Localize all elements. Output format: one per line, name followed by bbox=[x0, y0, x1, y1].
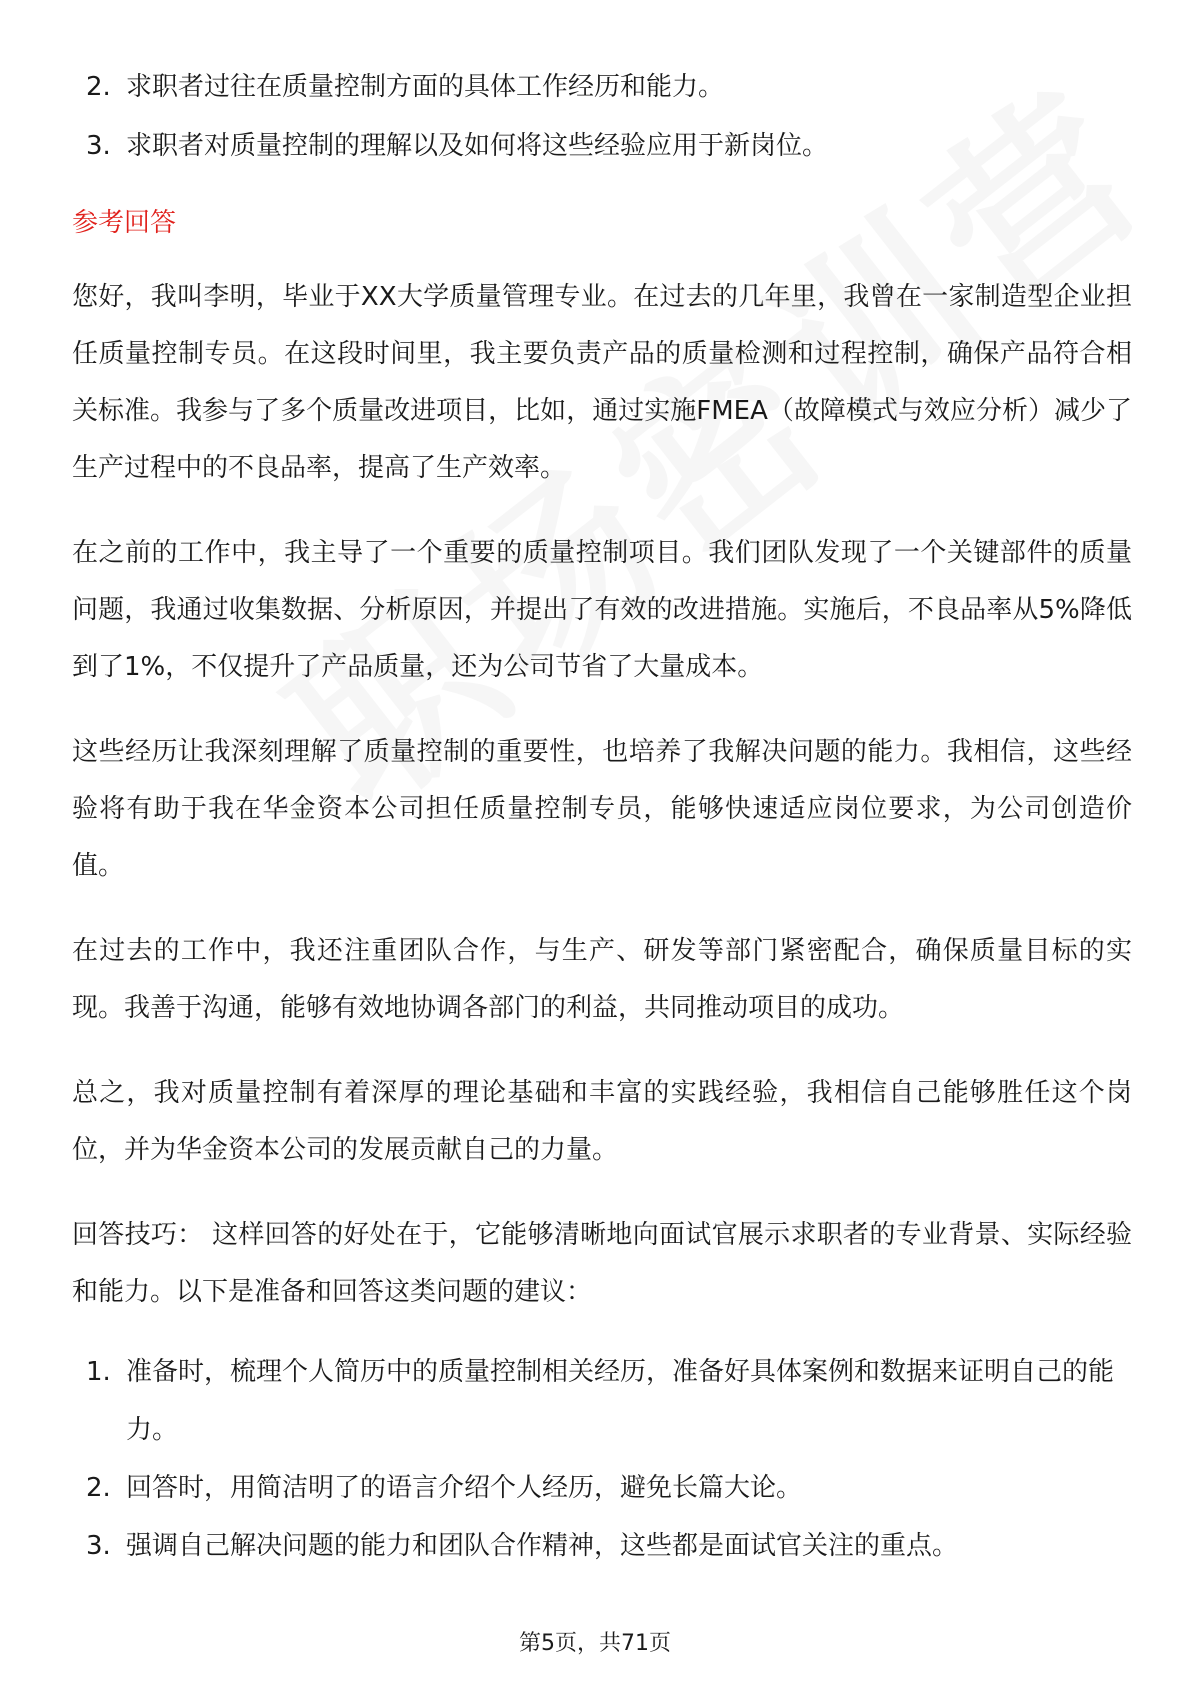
tips-list bbox=[72, 1343, 1132, 1575]
paragraph: 您好，我叫李明，毕业于XX大学质量管理专业。在过去的几年里，我曾在一家制造型企业担任质量控制专员。在这段时间里，我主要负责产品的质量检测和过程控制，确保产品符合相关标准。我参与了多个质量改进项目，比如，通过实施FMEA（故障模式与效应分析）减少了生产过程中的不良品率，提高了生产效率。 bbox=[72, 282, 1132, 483]
paragraph: 这些经历让我深刻理解了质量控制的重要性，也培养了我解决问题的能力。我相信，这些经验将有助于我在华金资本公司担任质量控制专员，能够快速适应岗位要求，为公司创造价值。 bbox=[72, 737, 1132, 881]
intro-list bbox=[72, 58, 1132, 176]
list-item-text: 强调自己解决问题的能力和团队合作精神，这些都是面试官关注的重点。 bbox=[126, 1531, 959, 1561]
list-item bbox=[72, 58, 1132, 117]
list-number: 1. bbox=[86, 1357, 111, 1387]
answer-tips-paragraph: 回答技巧： 这样回答的好处在于，它能够清晰地向面试官展示求职者的专业背景、实际经验和能力。以下是准备和回答这类问题的建议： bbox=[72, 1220, 1132, 1307]
section-heading: 参考回答 bbox=[72, 208, 177, 238]
paragraph: 在之前的工作中，我主导了一个重要的质量控制项目。我们团队发现了一个关键部件的质量问题，我通过收集数据、分析原因，并提出了有效的改进措施。实施后，不良品率从5%降低到了1%，不仅提升了产品质量，还为公司节省了大量成本。 bbox=[72, 538, 1132, 682]
list-number: 3. bbox=[86, 131, 111, 161]
list-item-text: 求职者过往在质量控制方面的具体工作经历和能力。 bbox=[126, 72, 725, 102]
list-number: 2. bbox=[86, 72, 111, 102]
page-content bbox=[72, 58, 1132, 1575]
list-item bbox=[72, 1459, 1132, 1517]
list-item-text: 回答时，用简洁明了的语言介绍个人经历，避免长篇大论。 bbox=[126, 1473, 803, 1503]
list-item bbox=[72, 117, 1132, 176]
paragraph: 总之，我对质量控制有着深厚的理论基础和丰富的实践经验，我相信自己能够胜任这个岗位，并为华金资本公司的发展贡献自己的力量。 bbox=[72, 1078, 1132, 1165]
list-item bbox=[72, 1343, 1132, 1459]
list-number: 3. bbox=[86, 1531, 111, 1561]
paragraph: 在过去的工作中，我还注重团队合作，与生产、研发等部门紧密配合，确保质量目标的实现。我善于沟通，能够有效地协调各部门的利益，共同推动项目的成功。 bbox=[72, 936, 1132, 1023]
list-item bbox=[72, 1517, 1132, 1575]
list-item-text: 准备时，梳理个人简历中的质量控制相关经历，准备好具体案例和数据来证明自己的能力。 bbox=[126, 1357, 1115, 1445]
list-item-text: 求职者对质量控制的理解以及如何将这些经验应用于新岗位。 bbox=[126, 131, 829, 161]
list-number: 2. bbox=[86, 1473, 111, 1503]
page-number-footer: 第5页，共71页 bbox=[519, 1631, 671, 1656]
